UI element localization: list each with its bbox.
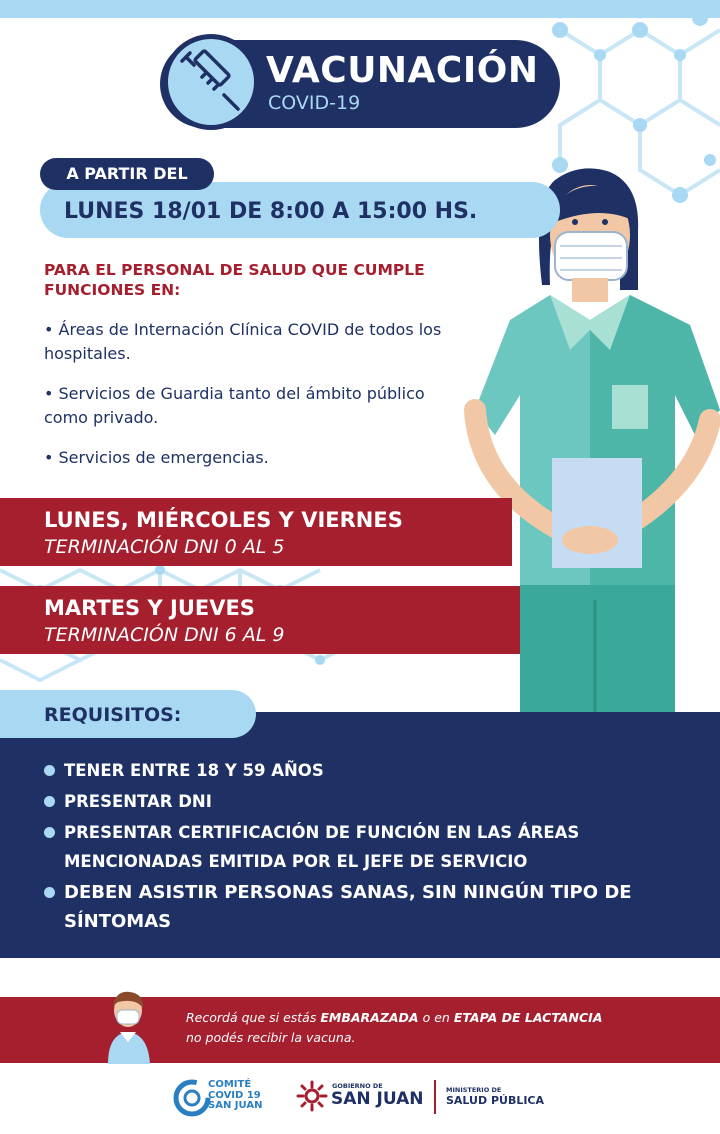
requirement-text: PRESENTAR CERTIFICACIÓN DE FUNCIÓN EN LAS ÁREAS MENCIONADAS EMITIDA POR EL JEFE DE SERVICIO	[64, 823, 580, 871]
top-strip	[0, 0, 720, 18]
requirement-text: TENER ENTRE 18 Y 59 AÑOS	[64, 761, 324, 780]
note-text-part: o en	[418, 1010, 454, 1025]
comite-logo-text: COMITÉ COVID 19 SAN JUAN	[208, 1079, 263, 1111]
audience-item: • Áreas de Internación Clínica COVID de todos los hospitales.	[44, 320, 442, 363]
requirement-item	[44, 756, 684, 785]
requirements-list	[44, 756, 684, 938]
bullet-dot-icon	[44, 887, 55, 898]
requirement-item	[44, 878, 684, 936]
days-label: LUNES, MIÉRCOLES Y VIERNES	[44, 508, 403, 532]
comite-logo-icon	[172, 1078, 212, 1118]
san-juan-sun-icon	[296, 1080, 328, 1112]
bullet-dot-icon	[44, 827, 55, 838]
san-juan-label: SAN JUAN	[331, 1089, 424, 1109]
note-emphasis: EMBARAZADA	[320, 1010, 419, 1025]
note-text-part: Recordá que si estás	[186, 1010, 321, 1025]
page-subtitle: COVID-19	[268, 92, 361, 114]
note-emphasis: ETAPA DE LACTANCIA	[453, 1010, 603, 1025]
gobierno-label: GOBIERNO DE	[332, 1082, 383, 1090]
bullet-dot-icon	[44, 765, 55, 776]
requirement-item	[44, 787, 684, 816]
days-band-1	[0, 498, 512, 566]
audience-item: • Servicios de Guardia tanto del ámbito público como privado.	[44, 384, 425, 427]
audience-heading: PARA EL PERSONAL DE SALUD QUE CUMPLE FUNCIONES EN:	[44, 261, 425, 299]
bullet-dot-icon	[44, 796, 55, 807]
audience-item: • Servicios de emergencias.	[44, 448, 269, 467]
requirements-heading: REQUISITOS:	[0, 690, 256, 738]
requirement-text: DEBEN ASISTIR PERSONAS SANAS, SIN NINGÚN TIPO DE SÍNTOMAS	[64, 882, 632, 932]
pregnancy-note	[186, 1008, 666, 1048]
dni-range: TERMINACIÓN DNI 0 AL 5	[44, 536, 285, 558]
requirement-text: PRESENTAR DNI	[64, 792, 212, 811]
salud-publica-label: SALUD PÚBLICA	[446, 1094, 545, 1107]
ministerio-label: MINISTERIO DE	[446, 1086, 502, 1094]
syringe-badge	[163, 34, 259, 130]
days-band-2	[0, 586, 520, 654]
page-title: VACUNACIÓN	[266, 50, 539, 91]
requirement-item	[44, 818, 684, 876]
syringe-icon	[168, 39, 254, 125]
audience-list	[44, 318, 444, 486]
date-banner: LUNES 18/01 DE 8:00 A 15:00 HS.	[40, 182, 560, 238]
logo-divider	[434, 1080, 436, 1114]
dni-range: TERMINACIÓN DNI 6 AL 9	[44, 624, 285, 646]
from-label: A PARTIR DEL	[40, 158, 214, 190]
small-nurse-illustration	[88, 982, 168, 1064]
days-label: MARTES Y JUEVES	[44, 596, 255, 620]
note-text-part: no podés recibir la vacuna.	[186, 1030, 356, 1045]
